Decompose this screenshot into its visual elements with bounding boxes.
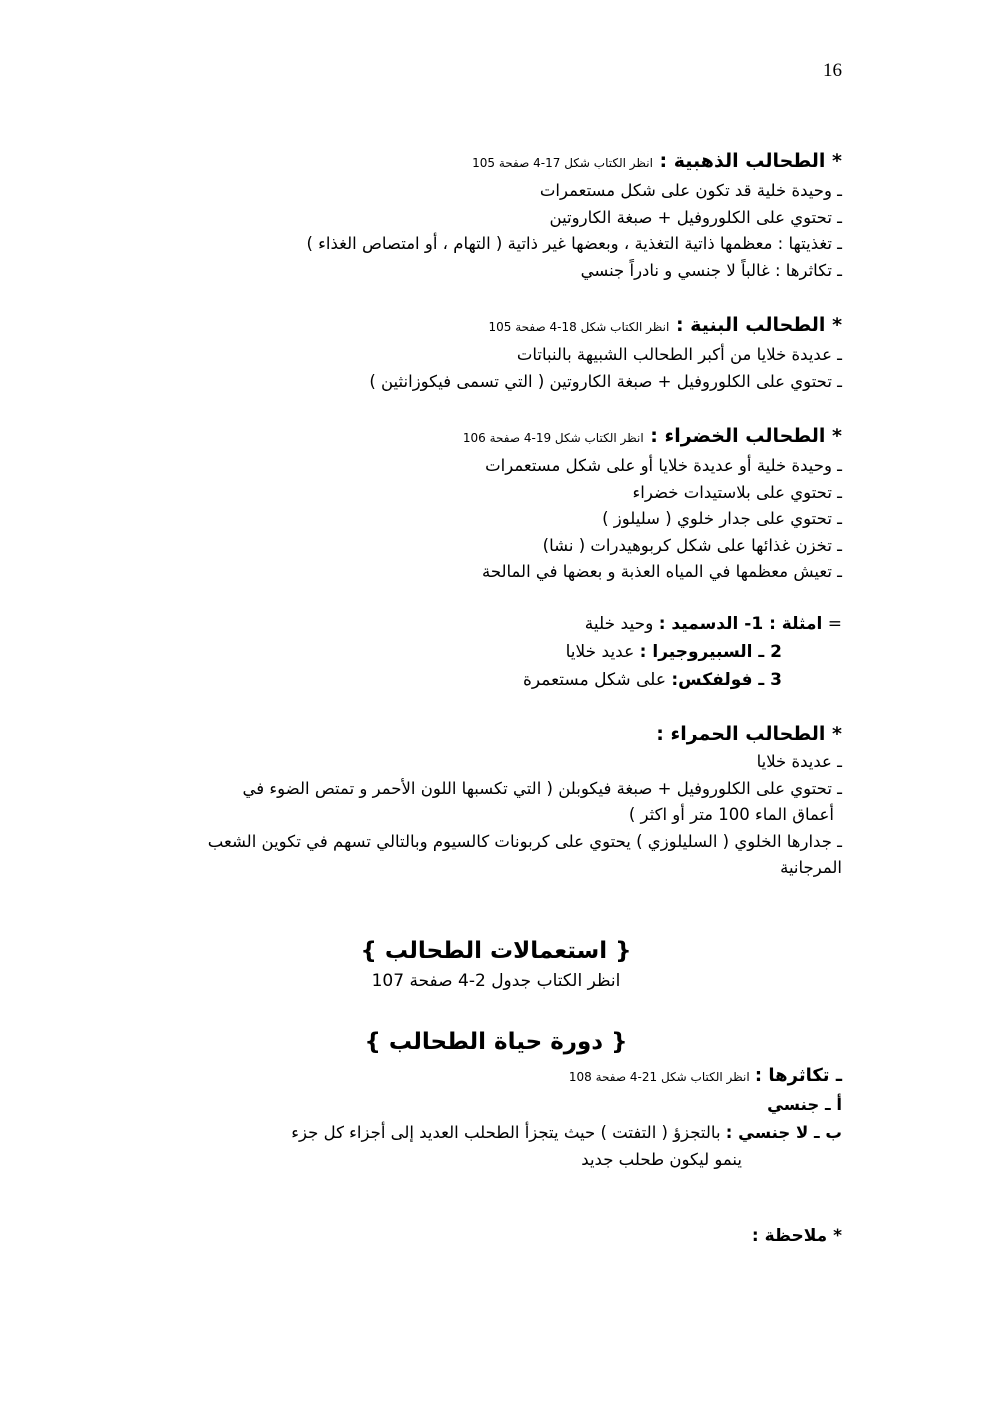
life-cycle-title: { دورة حياة الطحالب } <box>364 1029 628 1055</box>
examples-section <box>523 610 842 694</box>
list-item-continuation: المرجانية <box>780 858 842 877</box>
note-label: * ملاحظة : <box>751 1226 842 1246</box>
sexual-line <box>291 1091 842 1119</box>
list-item: ـ تخزن غذائها على شكل كربوهيدرات ( نشا) <box>542 535 842 555</box>
brown-algae-section <box>369 310 842 395</box>
list-item: ـ تحتوي على الكلوروفيل + صبغة الكاروتين ( التي تسمى فيكوزانثين ) <box>369 371 842 391</box>
example-1-text: وحيد خلية <box>584 614 659 634</box>
list-item: ـ تكاثرها : غالباً لا جنسي و نادراً جنسي <box>580 260 842 280</box>
list-item: ـ تعيش معظمها في المياه العذبة و بعضها في المالحة <box>481 562 842 581</box>
sexual-label: أ ـ جنسي <box>767 1095 842 1114</box>
note-section <box>752 1221 842 1251</box>
list-item: ـ وحيدة خلية أو عديدة خلايا أو على شكل مستعمرات <box>485 456 842 475</box>
example-2-text: عديد خلايا <box>565 642 640 662</box>
green-algae-title: * الطحالب الخضراء : <box>650 425 842 447</box>
red-algae-title: * الطحالب الحمراء : <box>656 723 842 745</box>
examples-label: امثلة : 1- الدسميد : <box>658 614 823 634</box>
list-item: ـ وحيدة خلية قد تكون على شكل مستعمرات <box>539 181 842 200</box>
list-item: ـ عديدة خلايا من أكبر الطحالب الشبيهة بالنباتات <box>516 345 842 364</box>
example-line-1 <box>523 610 842 638</box>
list-item: ـ تحتوي على بلاستيدات خضراء <box>632 482 842 502</box>
examples-prefix: = <box>822 614 842 634</box>
page-number: 16 <box>823 60 842 81</box>
life-cycle-section <box>291 1062 842 1174</box>
example-line-2 <box>523 638 842 666</box>
reproduction-label: ـ تكاثرها : <box>754 1065 842 1086</box>
algae-uses-ref: انظر الكتاب جدول 2-4 صفحة 107 <box>371 971 621 991</box>
example-3-text: على شكل مستعمرة <box>522 670 672 690</box>
brown-algae-heading <box>369 310 842 342</box>
green-algae-section <box>463 421 842 586</box>
list-item-continuation: أعماق الماء 100 متر أو اكثر ) <box>628 805 834 824</box>
asexual-continuation: ينمو ليكون طحلب جديد <box>581 1150 742 1169</box>
list-item: ـ تحتوي على جدار خلوي ( سليلوز ) <box>602 509 842 528</box>
red-algae-section <box>150 719 842 882</box>
list-item: ـ تغذيتها : معظمها ذاتية التغذية ، وبعضها غير ذاتية ( التهام ، أو امتصاص الغذاء ) <box>306 234 842 253</box>
golden-algae-title: * الطحالب الذهبية : <box>659 150 842 172</box>
algae-uses-title: { استعمالات الطحالب } <box>360 938 632 964</box>
golden-algae-section <box>306 146 842 284</box>
green-algae-heading <box>463 421 842 453</box>
golden-algae-heading <box>306 146 842 178</box>
reproduction-ref: انظر الكتاب شكل 21-4 صفحة 108 <box>568 1070 750 1084</box>
brown-algae-title: * الطحالب البنية : <box>675 314 842 336</box>
asexual-label: ب ـ لا جنسي : <box>725 1123 842 1142</box>
list-item: ـ جدارها الخلوي ( السليلوزي ) يحتوي على كربونات كالسيوم وبالتالي تسهم في تكوين الشعب <box>207 831 842 851</box>
asexual-line <box>291 1119 842 1147</box>
reproduction-heading <box>291 1062 842 1091</box>
green-algae-ref: انظر الكتاب شكل 19-4 صفحة 106 <box>462 431 644 445</box>
list-item: ـ عديدة خلايا <box>756 752 842 771</box>
list-item: ـ تحتوي على الكلوروفيل + صبغة فيكوبلن ( التي تكسبها اللون الأحمر و تمتص الضوء في <box>242 778 842 798</box>
example-line-3 <box>523 666 842 694</box>
asexual-text: بالتجزؤ ( التفتت ) حيث يتجزأ الطحلب العديد إلى أجزاء كل جزء <box>291 1123 726 1142</box>
brown-algae-ref: انظر الكتاب شكل 18-4 صفحة 105 <box>488 320 670 334</box>
example-3-label: 3 ـ فولفكس: <box>671 670 782 690</box>
example-2-label: 2 ـ السبيروجيرا : <box>639 642 782 662</box>
algae-uses-section <box>150 934 842 994</box>
list-item: ـ تحتوي على الكلوروفيل + صبغة الكاروتين <box>549 207 842 227</box>
golden-algae-ref: انظر الكتاب شكل 17-4 صفحة 105 <box>472 156 653 170</box>
